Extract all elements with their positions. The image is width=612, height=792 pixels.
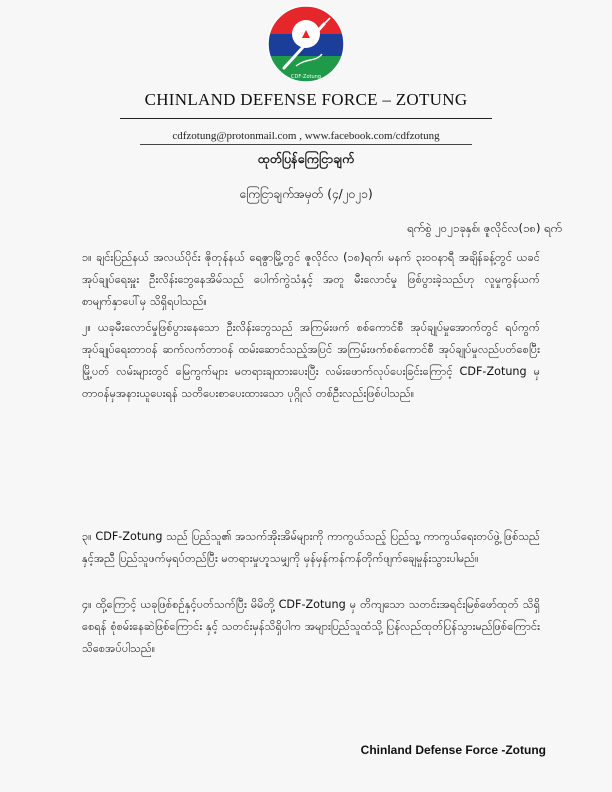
statement-number: ကြေငြာချက်အမှတ် (၄/၂၀၂၁) [239,187,373,201]
organization-title: CHINLAND DEFENSE FORCE – ZOTUNG [144,90,468,109]
contact-line: cdfzotung@protonmail.com , www.facebook.com/cdfzotung [172,130,440,142]
paragraph-4: ၄။ ထို့ကြောင့် ယခုဖြစ်စဉ်နှင့်ပတ်သက်ပြီး မိမိတို့ CDF-Zotung မှ တိကျသော သတင်းအရင်းမြစ်ဖော်ထုတ် သိရှိစေရန် စုံစမ်းနေဆဲဖြစ်ကြောင်း နှင့် သတင်းမှန်သိရှိပါက အများပြည်သူထံသို့ ပြန်လည်ထုတ်ပြန်သွားမည်ဖြစ်ကြောင်း သိစေအပ်ပါသည်။ [82,598,540,655]
paragraph-3: ၃။ CDF-Zotung သည် ပြည်သူ၏ အသက်အိုးအိမ်များကို ကာကွယ်သည့် ပြည်သူ့ ကာကွယ်ရေးတပ်ဖွဲ့ ဖြစ်သည်နှင့်အညီ ပြည်သူဖက်မှရပ်တည်ပြီး မတရားမှုဟူသမျှကို မှန်မှန်ကန်ကန်တိုက်ဖျက်ချေမှုန်းသွားပါမည်။ [82,530,540,565]
paragraph-1: ၁။ ချင်းပြည်နယ် အလယ်ပိုင်း ဇိုတုန်နယ် ရေဇွာမြို့တွင် ဇူလိုင်လ (၁၈)ရက်၊ မနက် ၃း၀၀နာရီ အချိန်ခန့်တွင် ယခင်အုပ်ချုပ်ရေးမှူး ဦးလိန်းဘွေနေအိမ်သည် ပေါက်ကွဲသံနှင့် အတူ မီးလောင်မှု ဖြစ်ပွားခဲ့သည်ဟု လူမှုကွန်ယက်စာမျက်နှာပေါ်မှ သိရှိရပါသည်။ [82,251,540,308]
statement-heading: ထုတ်ပြန်ကြေငြာချက် [257,151,355,166]
signature: Chinland Defense Force -Zotung [360,743,546,757]
statement-date: ရက်စွဲ ၂၀၂၁ခုနှစ်၊ ဇူလိုင်လ(၁၈) ရက် [407,221,562,235]
contact-underline [140,144,472,145]
cdf-zotung-logo [266,4,346,84]
header-divider [120,118,492,119]
logo-caption: CDF-Zotung [291,74,321,80]
paragraph-2: ၂။ ယခုမီးလောင်မှုဖြစ်ပွားနေသော ဦးလိန်းဘွေသည် အကြမ်းဖက် စစ်ကောင်စီ အုပ်ချုပ်မှုအောက်တွင် ရပ်ကွက် အုပ်ချုပ်ရေးတာဝန် ဆက်လက်တာဝန် ထမ်းဆောင်သည့်အပြင် အကြမ်းဖက်စစ်ကောင်စီ အုပ်ချုပ်မှုလည်ပတ်စေပြီး မြို့ပတ် လမ်းများတွင် မြေကွက်များ မတရားချထားပေးပြီး လမ်းဖောက်လုပ်ပေးခြင်းကြောင့် CDF-Zotung မှ တာဝန်မှအနားယူပေးရန် သတိပေးစာပေးထားသော ပုဂ္ဂိုလ် တစ်ဦးလည်းဖြစ်ပါသည်။ [82,321,540,400]
